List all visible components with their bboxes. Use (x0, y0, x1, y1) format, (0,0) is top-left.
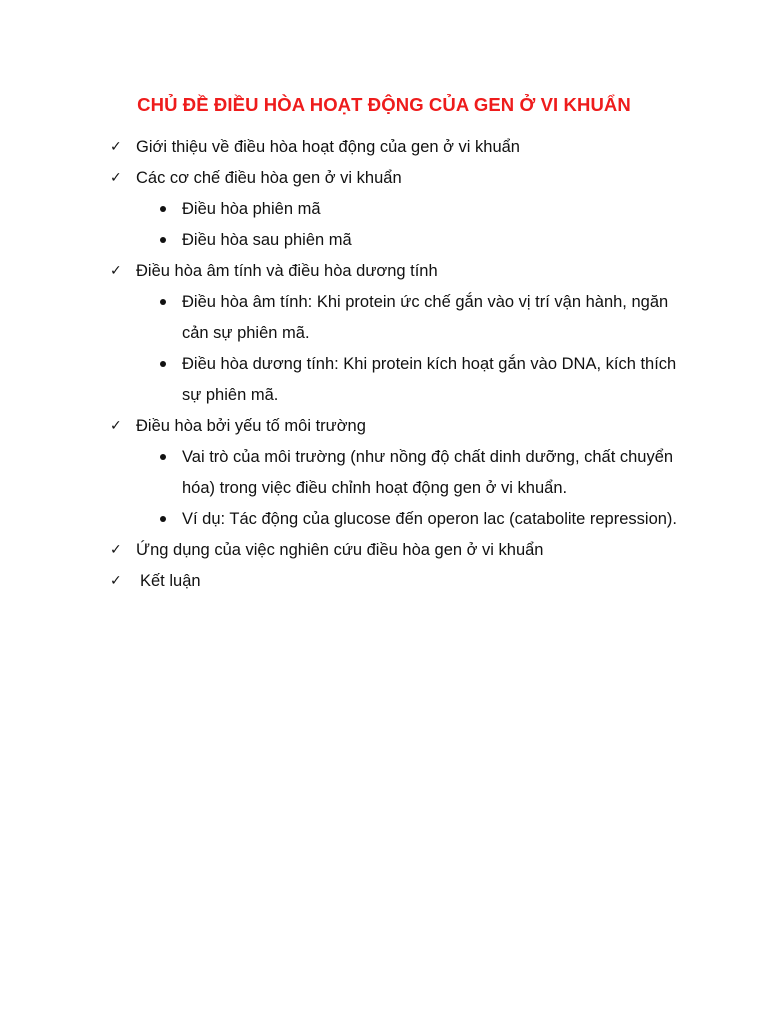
outline-item-label: Giới thiệu về điều hòa hoạt động của gen ở vi khuẩn (136, 138, 520, 156)
check-icon: ✓ (110, 573, 122, 589)
outline-item (110, 132, 680, 163)
bullet-dot-icon (160, 516, 166, 522)
outline-item (110, 566, 680, 597)
sub-item-text: Điều hòa dương tính: Khi protein kích hoạt gắn vào DNA, kích thích sự phiên mã. (182, 355, 677, 404)
bullet-dot-icon (160, 361, 166, 367)
bullet-dot-icon (160, 206, 166, 212)
outline-item (110, 411, 680, 535)
check-icon: ✓ (110, 139, 122, 155)
check-icon: ✓ (110, 418, 122, 434)
sub-item (110, 349, 680, 411)
bullet-dot-icon (160, 454, 166, 460)
outline-item (110, 163, 680, 256)
sub-item-text: Ví dụ: Tác động của glucose đến operon lac (catabolite repression). (182, 510, 677, 528)
sub-item-text: Điều hòa âm tính: Khi protein ức chế gắn vào vị trí vận hành, ngăn cản sự phiên mã. (182, 293, 669, 342)
sub-item-text: Điều hòa sau phiên mã (182, 231, 352, 249)
sub-item (110, 194, 680, 225)
outline-item (110, 535, 680, 566)
topic-outline (110, 132, 680, 597)
sub-item-text: Vai trò của môi trường (như nồng độ chất dinh dưỡng, chất chuyển hóa) trong việc điều chỉnh hoạt động gen ở vi khuẩn. (182, 448, 674, 497)
sub-item (110, 442, 680, 504)
sub-list (110, 287, 680, 411)
sub-list (110, 194, 680, 256)
sub-item-text: Điều hòa phiên mã (182, 200, 321, 218)
sub-item (110, 504, 680, 535)
outline-item (110, 256, 680, 411)
sub-list (110, 442, 680, 535)
outline-item-label: Ứng dụng của việc nghiên cứu điều hòa gen ở vi khuẩn (136, 541, 544, 559)
sub-item (110, 225, 680, 256)
outline-item-label: Kết luận (140, 572, 201, 590)
sub-item (110, 287, 680, 349)
bullet-dot-icon (160, 299, 166, 305)
check-icon: ✓ (110, 542, 122, 558)
page-title: CHỦ ĐỀ ĐIỀU HÒA HOẠT ĐỘNG CỦA GEN Ở VI KHUẨN (137, 94, 631, 115)
check-icon: ✓ (110, 263, 122, 279)
outline-item-label: Điều hòa âm tính và điều hòa dương tính (136, 262, 438, 280)
bullet-dot-icon (160, 237, 166, 243)
outline-item-label: Các cơ chế điều hòa gen ở vi khuẩn (136, 169, 402, 187)
outline-item-label: Điều hòa bởi yếu tố môi trường (136, 417, 366, 435)
check-icon: ✓ (110, 170, 122, 186)
